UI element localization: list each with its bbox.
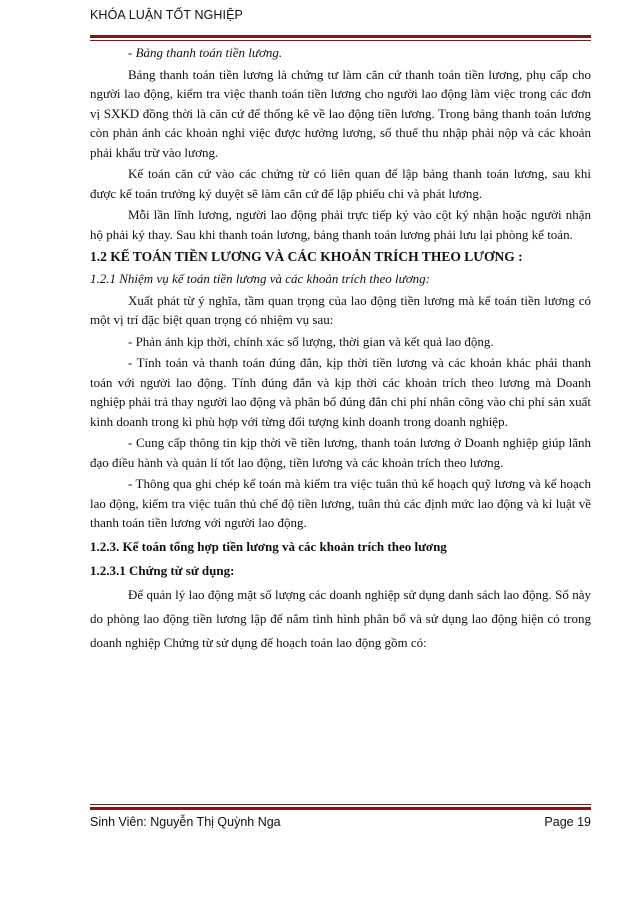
subsection-heading-1-2-3-1: 1.2.3.1 Chứng từ sử dụng: xyxy=(90,562,235,578)
footer-student-name: Sinh Viên: Nguyễn Thị Quỳnh Nga xyxy=(90,815,281,829)
header-rule-thin xyxy=(90,40,591,41)
paragraph-duties-intro: Xuất phát từ ý nghĩa, tầm quan trọng của lao động tiền lương mà kế toán tiền lương có một vị trí đặc biệt quan trọng có nhiệm vụ sau: xyxy=(90,292,591,327)
paragraph-duty-1: - Phản ánh kịp thời, chính xác số lượng, thời gian và kết quả lao động. xyxy=(128,333,494,349)
footer-rule-thick xyxy=(90,807,591,810)
subsection-heading-1-2-1: 1.2.1 Nhiệm vụ kế toán tiền lương và các khoản trích theo lương: xyxy=(90,271,430,286)
document-header: KHÓA LUẬN TỐT NGHIỆP xyxy=(90,8,243,22)
page-body xyxy=(90,43,591,655)
section-heading-1-2: 1.2 KẾ TOÁN TIỀN LƯƠNG VÀ CÁC KHOẢN TRÍCH THEO LƯƠNG : xyxy=(90,249,523,264)
footer-rule-thin xyxy=(90,804,591,805)
paragraph-duty-3: - Cung cấp thông tin kịp thời về tiền lương, thanh toán lương ở Doanh nghiệp giúp lãnh đạo điều hành và quản lí tốt lao động, tiền lương và các khoản trích theo lương. xyxy=(90,435,591,470)
paragraph-payroll-basis: Kế toán căn cứ vào các chứng từ có liên quan để lập bảng thanh toán lương, sau khi được kế toán trưởng ký duyệt sẽ làm căn cứ để lập phiếu chi và phát lương. xyxy=(90,166,591,201)
subsection-heading-1-2-3: 1.2.3. Kế toán tổng hợp tiền lương và các khoản trích theo lương xyxy=(90,538,447,554)
paragraph-duty-4: - Thông qua ghi chép kế toán mà kiểm tra việc tuân thủ kế hoạch quỹ lương và kế hoạch lao động, kiểm tra việc tuân thủ chế độ tiền lương, tuân thủ các định mức lao động và kỉ luật về thanh toán tiền lương với người lao động. xyxy=(90,476,591,530)
paragraph-payroll-description: Bảng thanh toán tiền lương là chứng tư làm căn cứ thanh toán tiền lương, phụ cấp cho người lao động, kiểm tra việc thanh toán tiền lương cho người lao động làm việc trong các đơn vị SXKD đồng thời là căn cứ để thống kê về lao động tiền lương. Trong bảng thanh toán lương còn phản ánh các khoản nghỉ việc được hưởng lương, số thuế thu nhập phải nộp và các khoản phải khấu trừ vào lương. xyxy=(90,66,591,160)
paragraph-duty-2: - Tính toán và thanh toán đúng đắn, kịp thời tiền lương và các khoản khác phải thanh toán với người lao động. Tính đúng đắn và kịp thời các khoản trích theo lương mà Doanh nghiệp phải trả thay người lao động và phân bổ đúng đắn chi phí nhân công vào chi phí sản xuất kinh doanh trong kì phù hợp với từng đối tượng kinh doanh trong doanh nghiệp. xyxy=(90,355,591,429)
paragraph-documents-used: Để quản lý lao động mặt số lượng các doanh nghiệp sử dụng danh sách lao động. Sổ này do phòng lao động tiền lương lập để nắm tình hình phân bổ và sử dụng lao động hiện có trong doanh nghiệp Chứng từ sử dụng để hoạch toán lao động gồm có: xyxy=(90,586,591,650)
header-rule-thick xyxy=(90,35,591,38)
paragraph-bullet-payroll: - Bảng thanh toán tiền lương. xyxy=(128,45,283,60)
page-number: Page 19 xyxy=(544,815,591,829)
paragraph-salary-receipt: Mỗi lần lĩnh lương, người lao động phải trực tiếp ký vào cột ký nhận hoặc người nhận hộ phải ký thay. Sau khi thanh toán lương, bảng thanh toán lương phải lưu lại phòng kế toán. xyxy=(90,207,591,242)
